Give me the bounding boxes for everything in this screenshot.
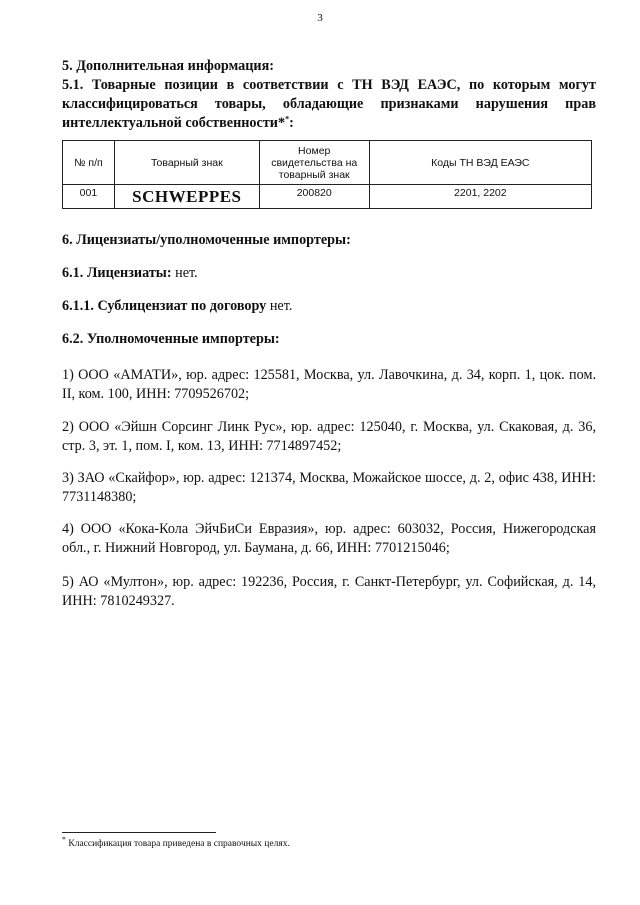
importer-3: 3) ЗАО «Скайфор», юр. адрес: 121374, Москва, Можайское шоссе, д. 2, офис 438, ИНН: 7731148380; — [62, 470, 596, 505]
cell-num: 001 — [63, 185, 115, 209]
importer-5: 5) АО «Мултон», юр. адрес: 192236, Россия, г. Санкт-Петербург, ул. Софийская, д. 14, ИНН: 7810249327. — [62, 574, 596, 609]
importer-1: 1) ООО «АМАТИ», юр. адрес: 125581, Москва, ул. Лавочкина, д. 34, корп. 1, цок. пом. II, ком. 100, ИНН: 7709526702; — [62, 367, 596, 402]
trademark-table — [62, 140, 592, 209]
licensees-line — [62, 264, 596, 283]
header-codes: Коды ТН ВЭД ЕАЭС — [369, 141, 591, 185]
section-5-1-footnote-mark: * — [285, 114, 290, 124]
cell-certificate: 200820 — [259, 185, 369, 209]
licensees-value: нет. — [171, 265, 198, 281]
sublicensee-label: 6.1.1. Сублицензиат по договору — [62, 298, 267, 314]
section-5-1-colon: : — [289, 115, 294, 131]
section-5-1-heading — [62, 76, 596, 133]
licensees-label: 6.1. Лицензиаты: — [62, 265, 172, 281]
trademark-logo: SCHWEPPES — [132, 187, 242, 206]
cell-trademark — [114, 185, 259, 209]
page-number: 3 — [317, 12, 323, 24]
section-5-1-text: 5.1. Товарные позиции в соответствии с ТН ВЭД ЕАЭС, по которым могут классифицироваться товары, обладающие признаками нарушения прав интеллектуальной собственности* — [62, 77, 596, 131]
header-num: № п/п — [63, 141, 115, 185]
section-5-heading: 5. Дополнительная информация: — [62, 58, 274, 74]
footnote — [62, 834, 596, 850]
footnote-divider — [62, 832, 216, 833]
header-trademark: Товарный знак — [114, 141, 259, 185]
sublicensee-line — [62, 297, 596, 316]
importer-2: 2) ООО «Эйшн Сорсинг Линк Рус», юр. адрес: 125040, г. Москва, ул. Скаковая, д. 36, стр. 3, эт. 1, пом. I, ком. 13, ИНН: 7714897452; — [62, 419, 596, 454]
table-row — [63, 185, 592, 209]
table-header-row — [63, 141, 592, 185]
cell-codes: 2201, 2202 — [369, 185, 591, 209]
footnote-mark: * — [62, 834, 66, 844]
importer-4: 4) ООО «Кока-Кола ЭйчБиСи Евразия», юр. адрес: 603032, Россия, Нижегородская обл., г. Нижний Новгород, ул. Баумана, д. 66, ИНН: 7701215046; — [62, 521, 596, 556]
header-certificate: Номер свидетельства на товарный знак — [259, 141, 369, 185]
sublicensee-value: нет. — [266, 298, 293, 314]
section-6-heading: 6. Лицензиаты/уполномоченные импортеры: — [62, 232, 351, 248]
importers-heading: 6.2. Уполномоченные импортеры: — [62, 331, 280, 347]
footnote-text: Классификация товара приведена в справочных целях. — [66, 839, 290, 849]
